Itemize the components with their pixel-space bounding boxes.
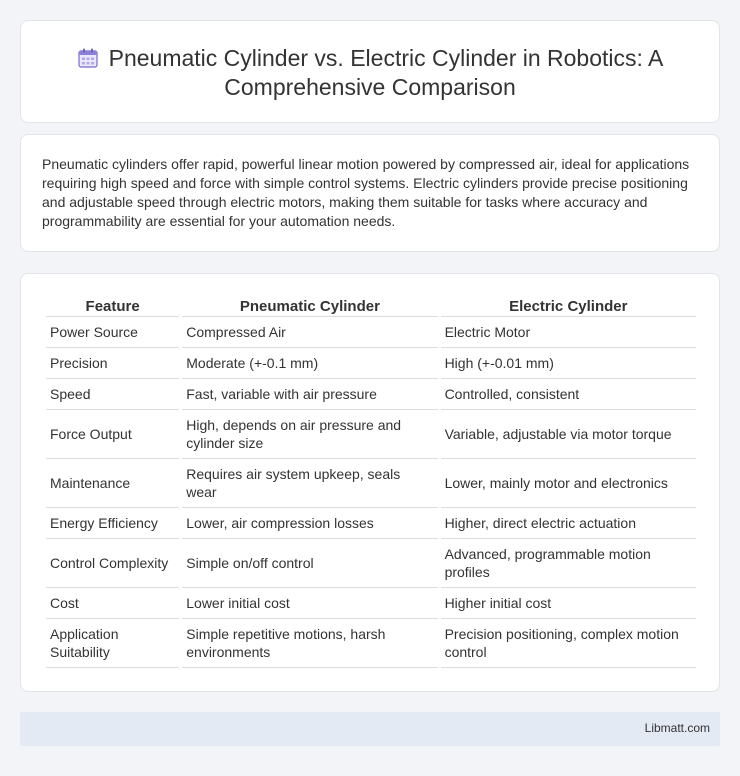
electric-cell: Variable, adjustable via motor torque <box>441 410 696 459</box>
feature-cell: Control Complexity <box>46 539 179 588</box>
electric-cell: Electric Motor <box>441 317 696 348</box>
feature-cell: Speed <box>46 379 179 410</box>
electric-cell: Precision positioning, complex motion control <box>441 619 696 668</box>
comparison-table <box>43 295 699 668</box>
table-row <box>46 588 696 619</box>
pneumatic-cell: Simple repetitive motions, harsh environments <box>182 619 437 668</box>
feature-cell: Maintenance <box>46 459 179 508</box>
pneumatic-cell: Lower, air compression losses <box>182 508 437 539</box>
title-line-2: Comprehensive Comparison <box>224 74 516 100</box>
pneumatic-cell: Compressed Air <box>182 317 437 348</box>
table-row <box>46 379 696 410</box>
table-row <box>46 459 696 508</box>
electric-cell: Advanced, programmable motion profiles <box>441 539 696 588</box>
feature-cell: Cost <box>46 588 179 619</box>
comparison-card <box>20 273 720 692</box>
intro-paragraph: Pneumatic cylinders offer rapid, powerful linear motion powered by compressed air, ideal for applications requiring high speed and force with simple control systems. Electric cylinders provide precise positioning and adjustable speed through electric motors, making them suitable for tasks where accuracy and programmability are essential for your automation needs. <box>42 156 690 229</box>
footer <box>20 712 720 746</box>
table-row <box>46 619 696 668</box>
header-pneumatic: Pneumatic Cylinder <box>182 295 437 317</box>
header-electric: Electric Cylinder <box>441 295 696 317</box>
table-row <box>46 410 696 459</box>
electric-cell: Controlled, consistent <box>441 379 696 410</box>
table-row <box>46 317 696 348</box>
electric-cell: High (+-0.01 mm) <box>441 348 696 379</box>
intro-card <box>20 134 720 252</box>
table-header-row <box>46 295 696 317</box>
feature-cell: Energy Efficiency <box>46 508 179 539</box>
pneumatic-cell: Lower initial cost <box>182 588 437 619</box>
electric-cell: Lower, mainly motor and electronics <box>441 459 696 508</box>
title-card <box>20 20 720 123</box>
table-row <box>46 539 696 588</box>
pneumatic-cell: Requires air system upkeep, seals wear <box>182 459 437 508</box>
electric-cell: Higher initial cost <box>441 588 696 619</box>
pneumatic-cell: High, depends on air pressure and cylinder size <box>182 410 437 459</box>
feature-cell: Power Source <box>46 317 179 348</box>
table-row <box>46 348 696 379</box>
pneumatic-cell: Fast, variable with air pressure <box>182 379 437 410</box>
footer-brand-link[interactable]: Libmatt.com <box>644 721 710 735</box>
pneumatic-cell: Simple on/off control <box>182 539 437 588</box>
pneumatic-cell: Moderate (+-0.1 mm) <box>182 348 437 379</box>
page-title <box>21 44 719 102</box>
table-row <box>46 508 696 539</box>
feature-cell: Force Output <box>46 410 179 459</box>
header-feature: Feature <box>46 295 179 317</box>
electric-cell: Higher, direct electric actuation <box>441 508 696 539</box>
feature-cell: Application Suitability <box>46 619 179 668</box>
title-line-1: Pneumatic Cylinder vs. Electric Cylinder in Robotics: A <box>108 45 664 71</box>
calendar-icon <box>77 47 99 69</box>
feature-cell: Precision <box>46 348 179 379</box>
